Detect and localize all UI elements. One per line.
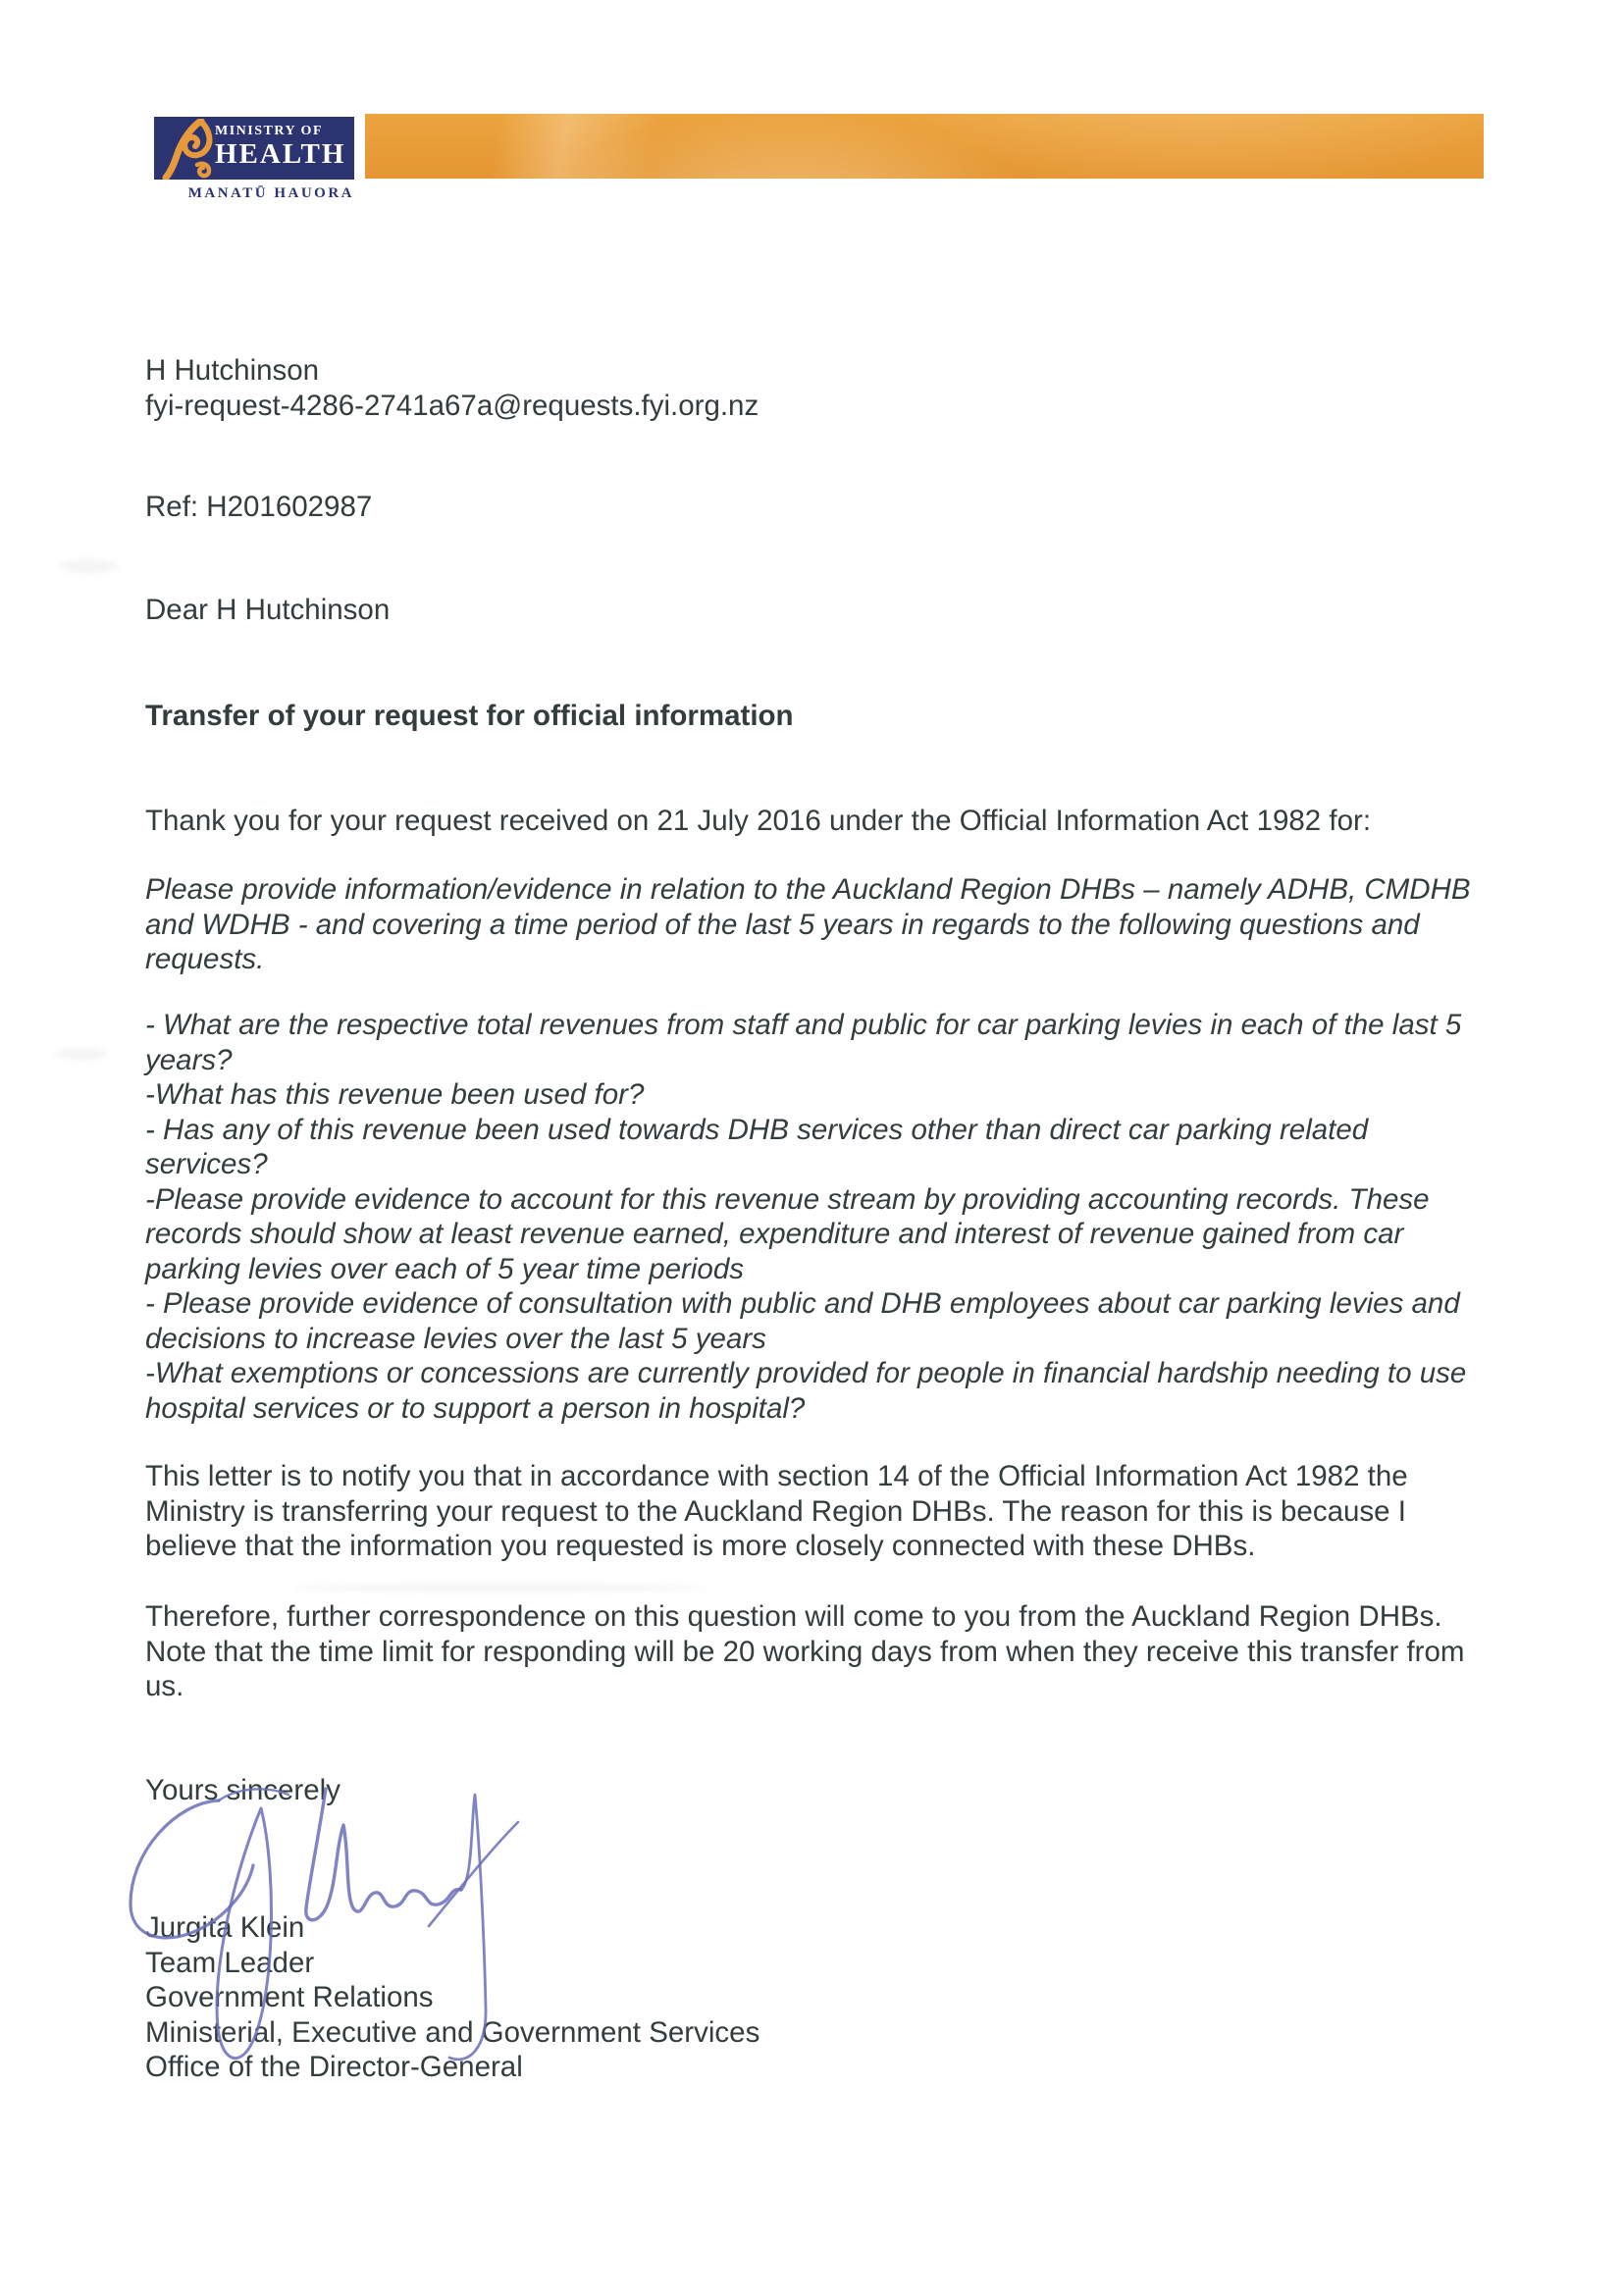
signatory-office: Office of the Director-General [145,2051,523,2083]
recipient-block [145,353,1472,423]
request-questions [145,1008,1472,1426]
body-paragraph: Therefore, further correspondence on this question will come to you from the Auckland Region DHBs. Note that the time limit for responding will be 20 working days from when they receive this transfer from us. [145,1600,1465,1702]
closing-line: Yours sincerely [145,1774,340,1806]
body-paragraph: This letter is to notify you that in accordance with section 14 of the Official Information Act 1982 the Ministry is transferring your request to the Auckland Region DHBs. The reason for this is because I believe that the information you requested is more closely connected with these DHBs. [145,1460,1408,1562]
question-item: - Please provide evidence of consultation with public and DHB employees about car parking levies and decisions to increase levies over the last 5 years [145,1287,1460,1355]
request-preamble: Please provide information/evidence in relation to the Auckland Region DHBs – namely ADHB, CMDHB and WDHB - and covering a time period of the last 5 years in regards to the following questions and requests. [145,873,1471,975]
question-item: -What exemptions or concessions are currently provided for people in financial hardship needing to use hospital services or to support a person in hospital? [145,1357,1467,1425]
logo-line2: HEALTH [215,138,346,170]
signatory-unit: Government Relations [145,1981,434,2013]
subject-heading: Transfer of your request for official information [145,700,794,732]
question-item: - What are the respective total revenues from staff and public for car parking levies in each of the last 5 years? [145,1009,1462,1076]
signatory-division: Ministerial, Executive and Government Services [145,2015,760,2049]
intro-paragraph: Thank you for your request received on 21 July 2016 under the Official Information Act 1982 for: [145,805,1372,837]
salutation: Dear H Hutchinson [145,594,391,626]
scan-smudge [54,1048,108,1060]
ministry-of-health-logo [154,117,354,180]
question-item: -Please provide evidence to account for this revenue stream by providing accounting records. These records should show at least revenue earned, expenditure and interest of revenue gained from car parking levies over each of 5 year time periods [145,1182,1430,1285]
logo-line1: MINISTRY OF [215,124,323,138]
logo-tagline: MANATŪ HAUORA [187,185,354,201]
question-item: - Has any of this revenue been used towards DHB services other than direct car parking related services? [145,1113,1369,1180]
koru-fern-icon [162,119,217,180]
scan-smudge [294,1584,707,1592]
header-banner [365,114,1484,179]
logo-wordmark [215,124,345,169]
handwritten-signature [79,1761,550,2134]
reference-line: Ref: H201602987 [145,491,373,523]
recipient-name: H Hutchinson [145,354,320,387]
scan-smudge [59,559,118,573]
recipient-email: fyi-request-4286-2741a67a@requests.fyi.org.nz [145,389,759,422]
question-item: -What has this revenue been used for? [145,1078,645,1111]
signatory-title: Team Leader [145,1946,315,1979]
signatory-name: Jurgita Klein [145,1911,305,1944]
